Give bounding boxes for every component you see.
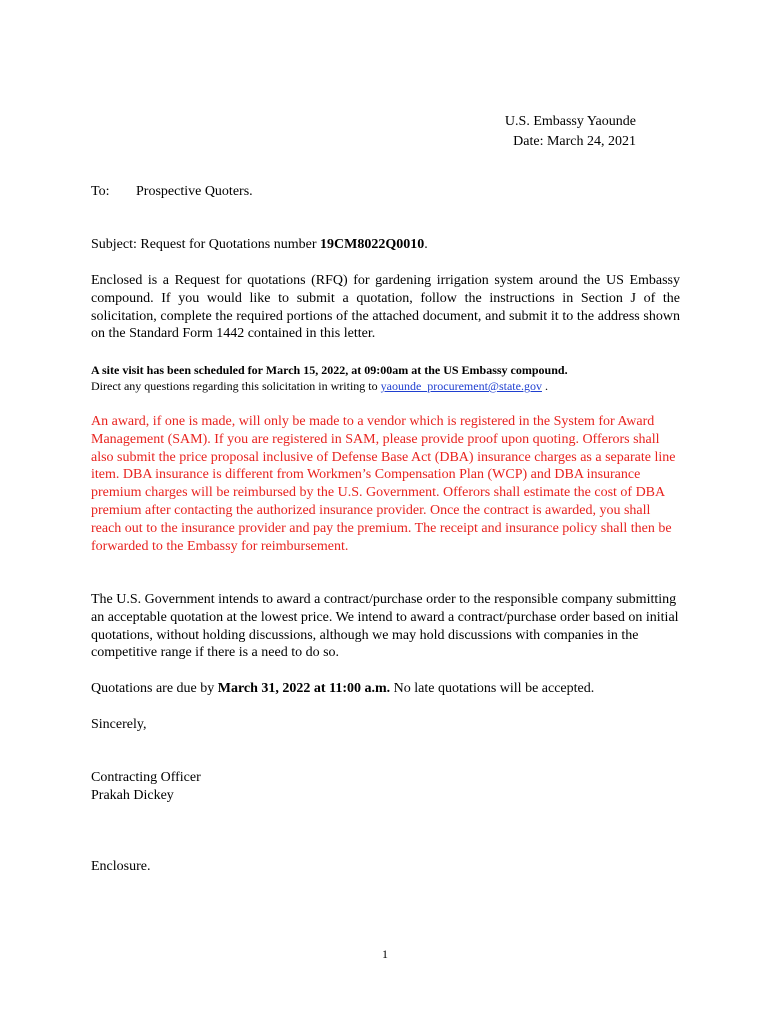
subject-prefix: Subject: Request for Quotations number (91, 237, 321, 252)
due-date: March 31, 2022 at 11:00 a.m. (217, 681, 391, 696)
signer-title: Contracting Officer (91, 770, 201, 785)
site-visit-block (91, 362, 680, 394)
questions-prefix: Direct any questions regarding this solicitation in writing to (91, 379, 381, 393)
due-suffix: No late quotations will be accepted. (390, 681, 595, 696)
embassy-name: U.S. Embassy Yaounde (504, 114, 636, 129)
rfq-number: 19CM8022Q0010 (320, 237, 425, 252)
signature-block (91, 769, 680, 805)
due-prefix: Quotations are due by (91, 681, 218, 696)
enclosed-paragraph: Enclosed is a Request for quotations (RFQ) for gardening irrigation system around the US Embassy compound. If you would like to submit a quotation, follow the instructions in Section J of the solicitation, complete the required portions of the attached document, and submit it to the address shown on the Standard Form 1442 contained in this letter. (91, 273, 680, 342)
questions-line (91, 378, 680, 394)
page-number: 1 (382, 947, 388, 961)
to-label: To: (91, 184, 110, 199)
letter-header (505, 112, 636, 152)
letter-date: Date: March 24, 2021 (513, 134, 636, 149)
site-visit-notice: A site visit has been scheduled for March 15, 2022, at 09:00am at the US Embassy compound. (91, 363, 568, 377)
enclosure-line: Enclosure. (91, 859, 151, 874)
subject-line (91, 236, 680, 254)
due-date-paragraph (91, 680, 680, 698)
to-line (91, 182, 253, 202)
to-recipient: Prospective Quoters. (136, 184, 253, 199)
award-notice-paragraph: An award, if one is made, will only be made to a vendor which is registered in the System for Award Management (SAM). If you are registered in SAM, please provide proof upon quoting. Offerors shall also submit the price proposal inclusive of Defense Base Act (DBA) insurance charges as a separate line item. DBA insurance is different from Workmen’s Compensation Plan (WCP) and DBA insurance premium charges will be reimbursed by the U.S. Government. Offerors shall estimate the cost of DBA premium after contacting the authorized insurance provider. Once the contract is awarded, you shall reach out to the insurance provider and pay the premium. The receipt and insurance policy shall then be forwarded to the Embassy for reimbursement. (91, 414, 676, 554)
closing-salutation: Sincerely, (91, 717, 147, 732)
government-paragraph: The U.S. Government intends to award a contract/purchase order to the responsible company submitting an acceptable quotation at the lowest price. We intend to award a contract/purchase order based on initial quotations, without holding discussions, although we may hold discussions with companies in the competitive range if there is a need to do so. (91, 592, 679, 661)
subject-suffix: . (424, 237, 428, 252)
questions-suffix: . (541, 379, 548, 393)
signer-name: Prakah Dickey (91, 787, 174, 803)
procurement-email-link[interactable]: yaounde_procurement@state.gov (380, 379, 542, 393)
